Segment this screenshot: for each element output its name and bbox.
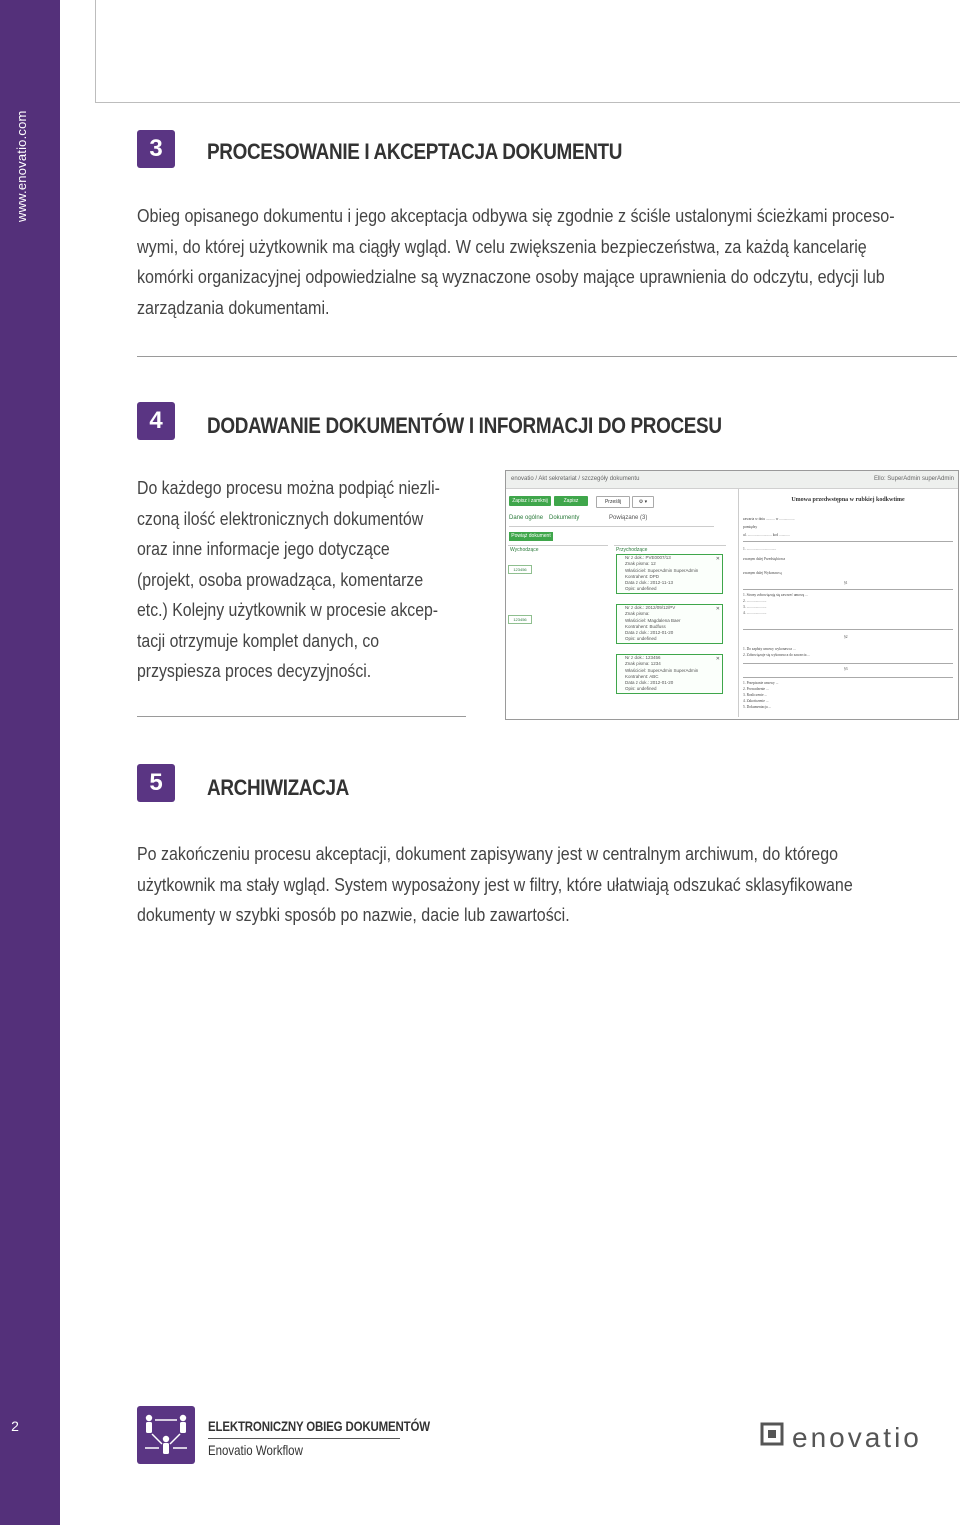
document-text: §3 xyxy=(844,667,848,671)
document-rule xyxy=(743,589,953,590)
document-text: 4. ...................... xyxy=(743,611,767,615)
save-button[interactable]: Zapisz xyxy=(554,496,588,506)
card-line: Nr z dok.: 2012/09/12/PV xyxy=(625,605,676,610)
section-number-badge: 5 xyxy=(137,764,175,802)
column-title: Przychodzące xyxy=(616,547,648,553)
settings-dropdown[interactable]: ⚙ ▾ xyxy=(632,496,654,508)
section-heading: PROCESOWANIE I AKCEPTACJA DOKUMENTU xyxy=(207,139,623,164)
card-line: Opis: undefined xyxy=(625,686,657,692)
tab-related[interactable]: Powiązane (3) xyxy=(609,515,648,521)
document-rule xyxy=(743,541,953,542)
app-screenshot xyxy=(505,470,959,720)
section-number-badge: 4 xyxy=(137,402,175,440)
document-text: 1. ................................. xyxy=(743,547,777,551)
card-line: Nr z dok.: 123456 xyxy=(625,655,661,660)
card-line: Nr z dok.: PVE0007/13 xyxy=(625,555,671,560)
app-top-bar xyxy=(506,471,958,489)
card-line: Kontrahent: ABC xyxy=(625,673,659,679)
section-heading: DODAWANIE DOKUMENTÓW I INFORMACJI DO PROCESU xyxy=(207,413,722,438)
document-card[interactable] xyxy=(616,554,723,594)
paragraph-line: oraz inne informacje jego dotyczące xyxy=(137,539,390,559)
footer-title: ELEKTRONICZNY OBIEG DOKUMENTÓW xyxy=(208,1418,430,1434)
user-info[interactable]: Ello: SuperAdmin superAdmin xyxy=(873,476,954,482)
document-text: pomiędzy xyxy=(743,525,758,529)
card-line: Opis: undefined xyxy=(625,636,657,642)
paragraph-line: etc.) Kolejny użytkownik w procesie akcep- xyxy=(137,600,439,620)
card-line: Właściciel: SuperAdmin SuperAdmin xyxy=(625,667,699,673)
paragraph-line: Po zakończeniu procesu akceptacji, dokument zapisywany jest w centralnym archiwum, do którego xyxy=(137,844,838,864)
document-text: 3. ...................... xyxy=(743,605,767,609)
people-network-icon xyxy=(137,1406,195,1464)
link-document-button[interactable]: Powiąż dokument xyxy=(509,532,553,541)
document-text: zwanym dalej Przedsiębiorca xyxy=(743,557,786,561)
document-card[interactable] xyxy=(616,604,723,644)
document-rule xyxy=(743,677,953,678)
card-line: Znak pisma: 1234 xyxy=(625,661,661,667)
enovatio-logo xyxy=(760,1420,960,1452)
paragraph-line: tacji otrzymuje komplet danych, co xyxy=(137,630,380,651)
section-paragraph xyxy=(137,839,853,931)
section-divider xyxy=(137,356,957,357)
document-title: Umowa przedwstępna w rubkiej kodkwtime xyxy=(791,497,905,503)
document-text: §2 xyxy=(844,635,848,639)
card-line: Data z dok.: 2012-11-13 xyxy=(625,580,673,586)
footer-subtitle: Enovatio Workflow xyxy=(208,1442,303,1458)
card-line: Właściciel: Magdalena Baer xyxy=(625,617,681,623)
top-rule xyxy=(95,102,960,103)
card-line: Kontrahent: Budfuss xyxy=(625,623,666,629)
paragraph-line: wymi, do której użytkownik ma ciągły wgląd. W celu zwiększenia bezpieczeństwa, za każdą kancelarię xyxy=(137,236,867,257)
sidebar xyxy=(0,0,60,1525)
close-icon[interactable]: ✕ xyxy=(715,556,720,562)
tab-general[interactable]: Dane ogólne xyxy=(509,515,544,521)
document-text: 1. Do zapłaty umowy wykonawca ... xyxy=(743,647,796,651)
document-text: §1 xyxy=(844,581,848,585)
paragraph-line: Do każdego procesu można podpiąć niezli- xyxy=(137,478,440,498)
document-text: 3. Rozliczenie ... xyxy=(743,693,768,697)
paragraph-line: czoną ilość elektronicznych dokumentów xyxy=(137,508,424,529)
brand-wordmark: enovatio xyxy=(792,1422,922,1453)
section-paragraph xyxy=(137,201,895,323)
document-text: ul. ........................... kod ............ xyxy=(743,533,790,537)
page-number: 2 xyxy=(11,1418,19,1434)
document-text: 5. Dokumentacja ... xyxy=(743,705,772,709)
card-line: Kontrahent: DPD xyxy=(625,573,660,579)
card-line: Data z dok.: 2012-01-20 xyxy=(625,680,674,686)
card-line: Opis: undefined xyxy=(625,586,657,592)
card-line: Data z dok.: 2012-01-20 xyxy=(625,630,674,636)
footer-rule xyxy=(208,1438,400,1439)
paragraph-line: zarządzania dokumentami. xyxy=(137,297,330,318)
paragraph-line: użytkownik ma stały wgląd. System wyposażony jest w filtry, które ułatwiają odszukać sklasyfikowane xyxy=(137,874,853,895)
close-icon[interactable]: ✕ xyxy=(715,606,720,612)
paragraph-line: (projekt, osoba prowadząca, komentarze xyxy=(137,569,424,590)
paragraph-line: dokumenty w szybki sposób po nazwie, dacie lub zawartości. xyxy=(137,905,570,925)
document-text: 4. Zakończenie ... xyxy=(743,699,769,703)
tab-documents[interactable]: Dokumenty xyxy=(549,515,580,521)
document-rule xyxy=(743,629,953,630)
card-line: Znak pisma: 12 xyxy=(625,561,656,567)
document-text: 1. Przepisanie umowy ... xyxy=(743,681,779,685)
tab-bar xyxy=(509,512,714,527)
column-title: Wychodzące xyxy=(510,547,539,553)
section-divider xyxy=(137,716,466,717)
save-close-button[interactable]: Zapisz i zamknij xyxy=(509,496,551,506)
card-line: Znak pisma: xyxy=(625,611,650,617)
section-paragraph xyxy=(137,473,463,687)
paragraph-line: komórki organizacyjnej odpowiedzialne są wyznaczone osoby mające uprawnienia do odczytu, edycji lub xyxy=(137,267,885,287)
section-heading: ARCHIWIZACJA xyxy=(207,775,349,800)
document-id[interactable]: 123456 xyxy=(508,615,532,624)
document-rule xyxy=(743,663,953,664)
document-text: zwanym dalej Wykonawcą xyxy=(743,571,782,575)
close-icon[interactable]: ✕ xyxy=(715,656,720,662)
document-id[interactable]: 123456 xyxy=(508,565,532,574)
website-url[interactable]: www.enovatio.com xyxy=(14,110,29,222)
document-preview xyxy=(738,489,957,717)
send-button[interactable]: Prześlij xyxy=(596,496,630,508)
document-text: 2. Zobowiązuje się wykonawca do zawarcia ... xyxy=(743,653,811,657)
paragraph-line: Obieg opisanego dokumentu i jego akceptacja odbywa się zgodnie z ściśle ustalonymi ścieżkami proceso- xyxy=(137,206,895,226)
document-text: 1. Strony zobowiązują się zawrzeć umowę ... xyxy=(743,593,808,597)
document-text: 2. ...................... xyxy=(743,599,767,603)
document-text: zawarta w dniu .......... w ................. xyxy=(743,517,795,521)
card-line: Właściciel: SuperAdmin SuperAdmin xyxy=(625,567,699,573)
outgoing-column xyxy=(508,545,608,716)
incoming-column xyxy=(614,545,726,716)
document-card[interactable] xyxy=(616,654,723,694)
document-text: 2. Prowadzenie ... xyxy=(743,687,769,691)
breadcrumb[interactable]: enovatio / Akt sekretariat / szczegóły dokumentu xyxy=(511,476,640,482)
paragraph-line: przyspiesza proces decyzyjności. xyxy=(137,661,372,681)
section-number-badge: 3 xyxy=(137,130,175,168)
